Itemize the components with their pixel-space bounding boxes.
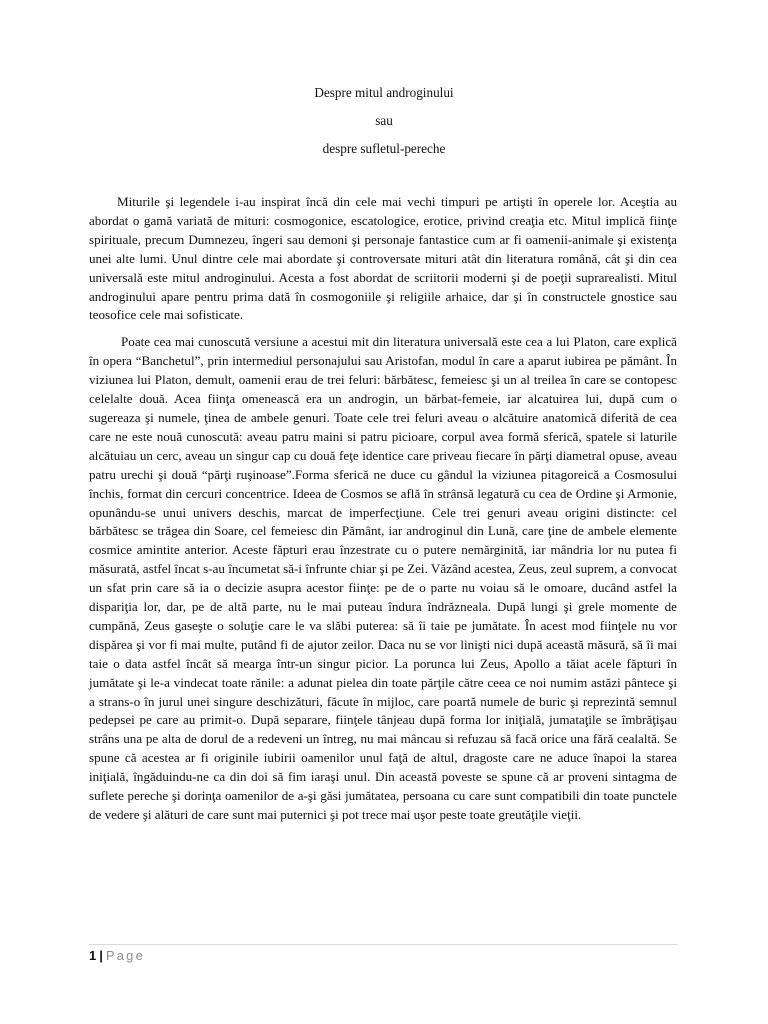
page-label: Page bbox=[105, 948, 146, 963]
footer-separator: | bbox=[99, 948, 103, 963]
paragraph-intro: Miturile şi legendele i-au inspirat încă din cele mai vechi timpuri pe artişti în operele lor. Aceştia au abordat o gamă variată de mituri: cosmogonice, escatologice, erotice, privind creaţia etc. Mitul implică fiinţe spirituale, precum Dumnezeu, îngeri sau demoni şi personaje fantastice cum ar fi oamenii-animale şi existenţa unei alte lumi. Unul dintre cele mai abordate şi controversate mituri atât din literatura română, cât şi din cea universală este mitul androginului. Acesta a fost abordat de scriitorii moderni şi de poeţii suprarealisti. Mitul androginului apare pentru prima dată în cosmogoniile şi religiile arhaice, dar şi în constructele gnostice sau teosofice cele mai sofisticate. bbox=[89, 194, 677, 323]
title-main: Despre mitul androginului bbox=[314, 85, 454, 100]
title-connector: sau bbox=[375, 113, 393, 128]
title-subtitle: despre sufletul-pereche bbox=[322, 141, 446, 156]
title-block bbox=[0, 86, 768, 156]
page-footer bbox=[89, 947, 145, 965]
paragraph-platon: Poate cea mai cunoscută versiune a acestui mit din literatura universală este cea a lui Platon, care explică în opera “Banchetul”, prin intermediul personajului sau Aristofan, modul în care a aparut iubirea pe pământ. În viziunea lui Platon, demult, oamenii erau de trei feluri: bărbătesc, femeiesc şi un al treilea în care se contopesc celelalte două. Acea fiinţa omenească era un androgin, un bărbat-femeie, iar alcatuirea lui, după cum o sugereaza şi numele, ţinea de ambele genuri. Toate cele trei feluri aveau o alcătuire anatomică diferită de cea care ne este nouă cunoscută: aveau patru maini si patru picioare, corpul avea formă sferică, spatele si laturile alcătuiau un cerc, aveau un singur cap cu două feţe identice care priveau fiecare în părţi diametral opuse, aveau patru urechi şi două “părţi ruşinoase”.Forma sferică ne duce cu gândul la viziunea pitagoreică a Cosmosului închis, format din cercuri concentrice. Ideea de Cosmos se află în strânsă legatură cu cea de Ordine şi Armonie, opunându-se unui univers deschis, marcat de imperfecţiune. Cele trei genuri aveau origini distincte: cel bărbătesc se trăgea din Soare, cel femeiesc din Pământ, iar androginul din Lună, care ţine de ambele elemente cosmice amintite anterior. Aceste făpturi erau înzestrate cu o putere nemărginită, iar mândria lor nu putea fi măsurată, astfel încat s-au încumetat să-i înfrunte chiar şi pe Zei. Văzând acestea, Zeus, zeul suprem, a convocat un sfat prin care să ia o decizie asupra acestor fiinţe: pe de o parte nu voiau să le omoare, ducând astfel la dispariţia lor, dar, pe de altă parte, nu le mai puteau îndura îndrăzneala. După lungi şi grele momente de cumpănă, Zeus gaseşte o soluţie care le va slăbi puterea: să îi taie pe jumătate. În acest mod fiinţele nu vor dispărea şi vor fi mai multe, putând fi de ajutor zeilor. Daca nu se vor linişti nici după această măsură, să îi mai taie o data astfel încât să mearga într-un singur picior. La porunca lui Zeus, Apollo a tăiat acele făpturi în jumătate şi le-a vindecat toate rănile: a adunat pielea din toate părţile către ceea ce noi numim astăzi pântece şi a strans-o în jurul unei singure deschizături, făcute în mijloc, care poartă numele de buric şi reprezintă semnul pedepsei pe care au primit-o. După separare, fiinţele tânjeau după forma lor iniţială, jumataţile se îmbrăţişau strâns una pe alta de dorul de a redeveni un întreg, nu mai mâncau si refuzau să facă orice una fără cealaltă. Se spune că acestea ar fi originile iubirii oamenilor unul faţă de altul, dragoste care ne aduce înapoi la starea iniţială, îngăduindu-ne ca din doi să fim iaraşi unul. Din această poveste se spune că ar proveni sintagma de suflete pereche şi dorinţa oamenilor de a-şi găsi jumătatea, persoana cu care sunt compatibili din toate punctele de vedere şi alături de care sunt mai puternici şi pot trece mai uşor peste toate greutăţile vieţii. bbox=[89, 334, 677, 822]
page-number: 1 bbox=[89, 948, 97, 963]
footer-divider bbox=[89, 944, 677, 945]
body-text bbox=[89, 193, 677, 825]
